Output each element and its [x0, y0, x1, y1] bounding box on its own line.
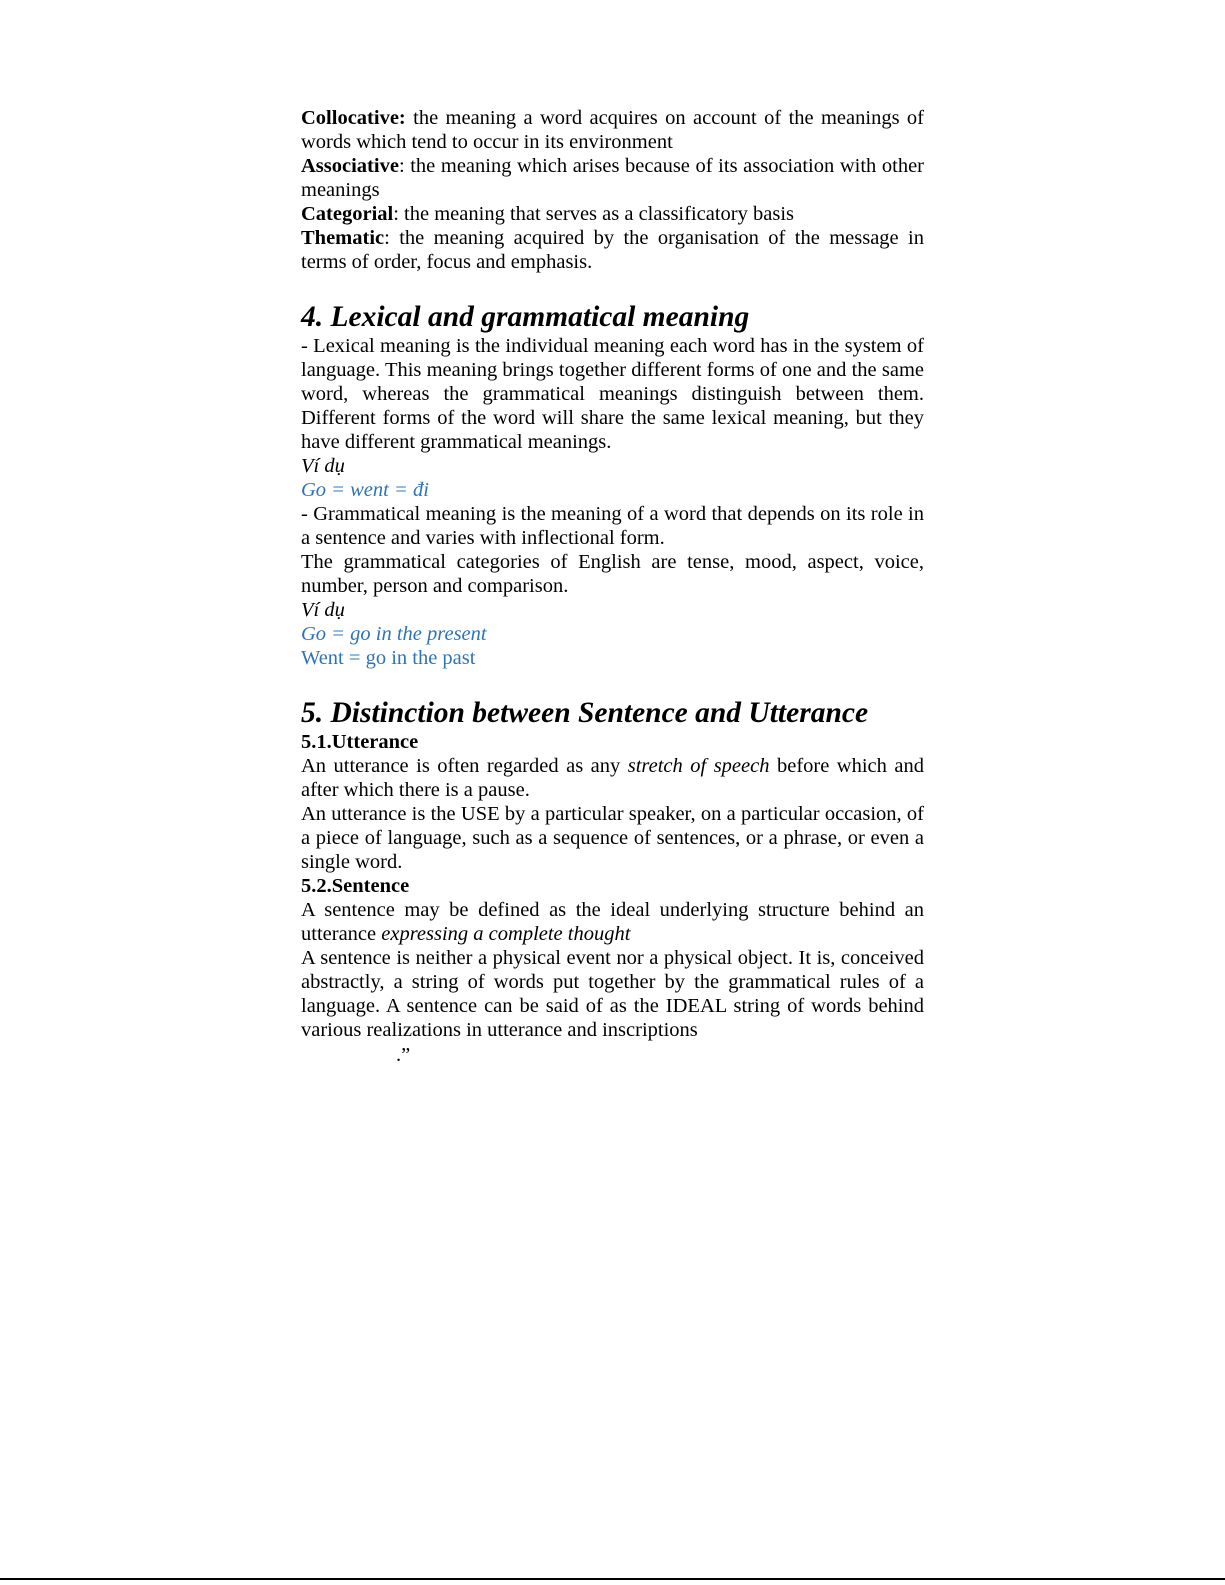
- example-label: Ví dụ: [301, 455, 345, 477]
- definition-thematic: [301, 226, 924, 274]
- grammatical-meaning-paragraph: - Grammatical meaning is the meaning of a word that depends on its role in a sentence and varies with inflectional form.: [301, 503, 924, 549]
- definition-term: Collocative:: [301, 107, 406, 129]
- utterance-emphasis: stretch of speech: [627, 755, 770, 777]
- subsection-sentence-heading: 5.2.Sentence: [301, 875, 410, 897]
- utterance-paragraph-1: [301, 754, 924, 802]
- sentence-emphasis: expressing a complete thought: [381, 923, 631, 945]
- sentence-text: A sentence may be defined as the ideal underlying structure behind an utterance: [301, 899, 924, 945]
- definition-collocative: [301, 106, 924, 154]
- definition-text: : the meaning that serves as a classificatory basis: [393, 203, 794, 225]
- example-go-present: Go = go in the present: [301, 623, 487, 645]
- example-label: Ví dụ: [301, 599, 345, 621]
- sentence-paragraph-2: A sentence is neither a physical event nor a physical object. It is, conceived abstractly, a string of words put together by the grammatical rules of a language. A sentence can be said of as the IDEAL string of words behind various realizations in utterance and inscriptions: [301, 947, 924, 1041]
- section-5-heading: 5. Distinction between Sentence and Utterance: [301, 697, 869, 729]
- section-4-heading: 4. Lexical and grammatical meaning: [301, 301, 750, 333]
- definition-associative: [301, 154, 924, 202]
- page-bottom-border: [0, 1578, 1225, 1580]
- definition-text: : the meaning which arises because of its association with other meanings: [301, 155, 924, 201]
- definition-term: Associative: [301, 155, 399, 177]
- definition-text: : the meaning acquired by the organisation of the message in terms of order, focus and emphasis.: [301, 227, 924, 273]
- definition-categorial: [301, 202, 924, 226]
- example-went-past: Went = go in the past: [301, 647, 476, 669]
- lexical-meaning-paragraph: - Lexical meaning is the individual meaning each word has in the system of language. This meaning brings together different forms of one and the same word, whereas the grammatical meanings distinguish between them. Different forms of the word will share the same lexical meaning, but they have different grammatical meanings.: [301, 335, 924, 453]
- utterance-text: before which and after which there is a pause.: [301, 755, 924, 801]
- trailing-quote: .”: [396, 1044, 411, 1066]
- example-go-went: Go = went = đi: [301, 479, 429, 501]
- definition-term: Thematic: [301, 227, 385, 249]
- definition-term: Categorial: [301, 203, 394, 225]
- utterance-paragraph-2: An utterance is the USE by a particular speaker, on a particular occasion, of a piece of language, such as a sequence of sentences, or a phrase, or even a single word.: [301, 803, 924, 873]
- subsection-utterance-heading: 5.1.Utterance: [301, 731, 419, 753]
- sentence-paragraph-1: [301, 898, 924, 946]
- grammatical-categories-paragraph: The grammatical categories of English are tense, mood, aspect, voice, number, person and comparison.: [301, 551, 924, 597]
- utterance-text: An utterance is often regarded as any: [301, 755, 628, 777]
- definition-text: the meaning a word acquires on account of the meanings of words which tend to occur in its environment: [301, 107, 924, 153]
- document-page: [301, 106, 924, 1042]
